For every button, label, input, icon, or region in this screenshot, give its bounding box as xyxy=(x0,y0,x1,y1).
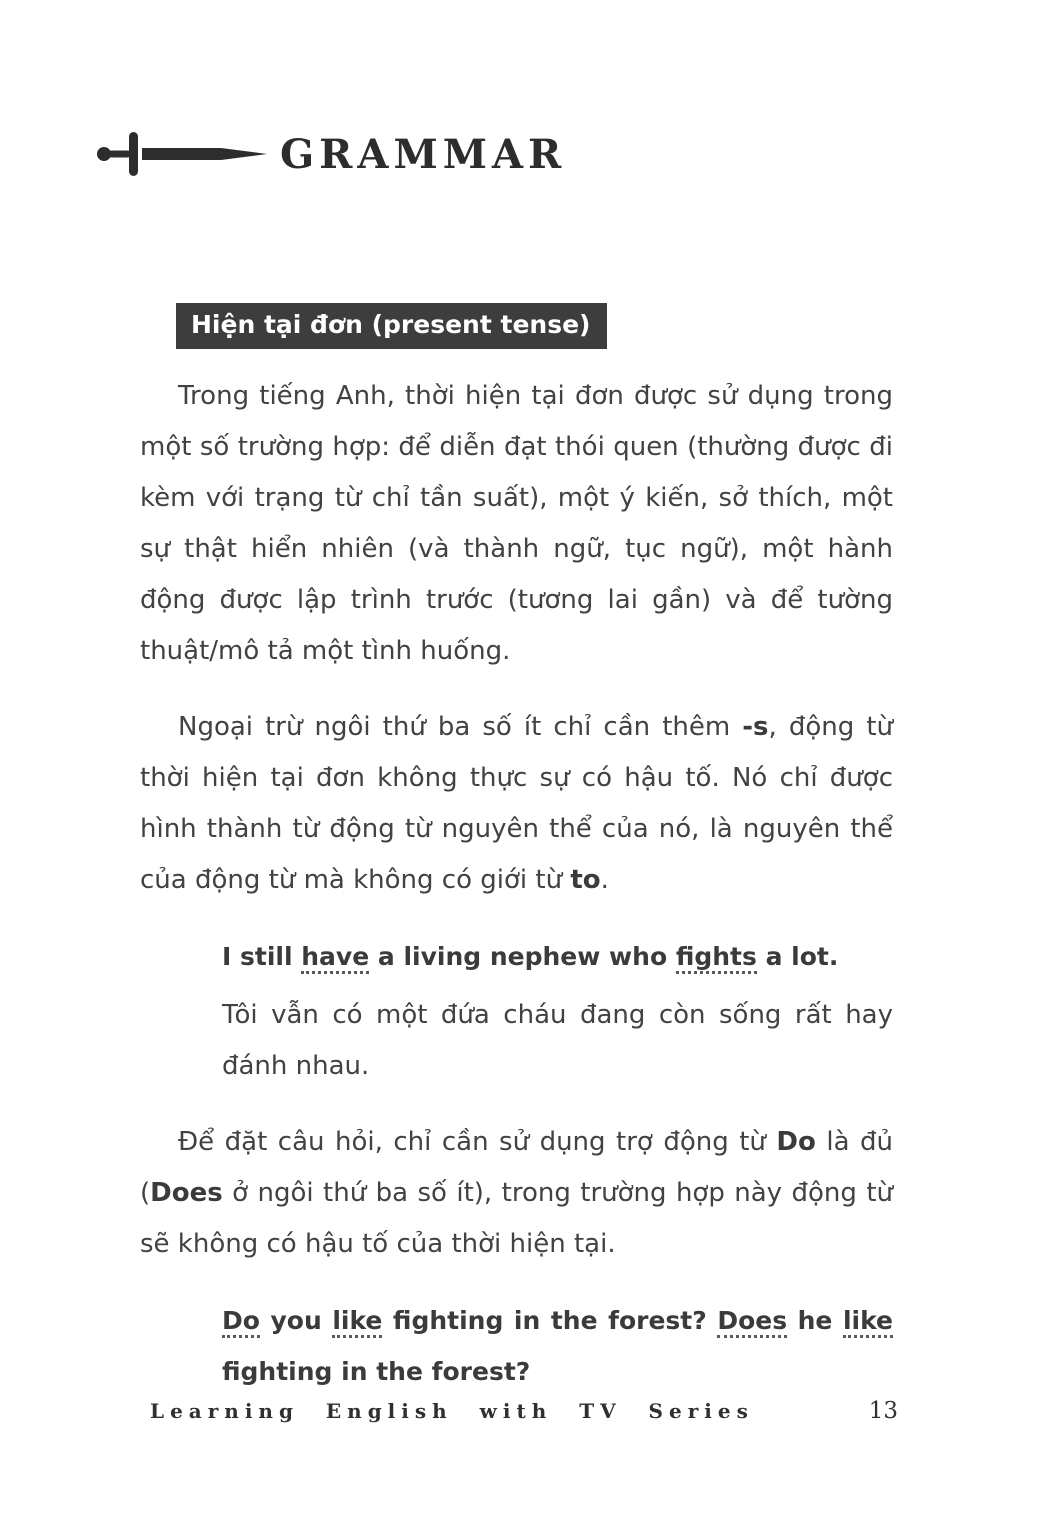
keyword-does: Does xyxy=(150,1178,223,1208)
page-footer xyxy=(150,1398,898,1424)
text-run: , động từ thời hiện tại đơn không thực sự có hậu tố. Nó chỉ được hình thành từ động từ nguyên thể của nó, là nguyên thể của động từ mà không có giới từ xyxy=(140,712,893,895)
text-run: a living nephew who xyxy=(369,942,676,971)
text-run: fighting in the forest? xyxy=(222,1357,531,1386)
example-block-2 xyxy=(222,1295,893,1397)
example-translation-1: Tôi vẫn có một đứa cháu đang còn sống rất hay đánh nhau. xyxy=(222,1000,893,1081)
chapter-header xyxy=(95,126,566,182)
example-block-1 xyxy=(222,931,893,1092)
text-run: I still xyxy=(222,942,302,971)
keyword-s-suffix: -s xyxy=(742,712,769,742)
paragraph-3 xyxy=(140,1117,893,1270)
section-heading-label: Hiện tại đơn (present tense) xyxy=(191,310,591,339)
section-heading-badge xyxy=(176,303,607,349)
text-run: Để đặt câu hỏi, chỉ cần sử dụng trợ động từ xyxy=(178,1127,777,1157)
text-run: là đủ ( xyxy=(140,1127,893,1208)
text-run: you xyxy=(259,1306,333,1335)
underlined-word-does: Does xyxy=(717,1306,787,1338)
example-sentence-1 xyxy=(222,931,893,982)
example-sentence-2 xyxy=(222,1295,893,1397)
underlined-word-fights: fights xyxy=(676,942,757,974)
text-run: fighting in the forest? xyxy=(382,1306,718,1335)
keyword-do: Do xyxy=(776,1127,816,1157)
text-run: Ngoại trừ ngôi thứ ba số ít chỉ cần thêm xyxy=(178,712,743,742)
text-run: a lot. xyxy=(756,942,839,971)
paragraph-1: Trong tiếng Anh, thời hiện tại đơn được sử dụng trong một số trường hợp: để diễn đạt thói quen (thường được đi kèm với trạng từ chỉ tần suất), một ý kiến, sở thích, một sự thật hiển nhiên (và thành ngữ, tục ngữ), một hành động được lập trình trước (tương lai gần) và để tường thuật/mô tả một tình huống. xyxy=(140,381,893,666)
page-content xyxy=(140,303,893,1422)
chapter-title: GRAMMAR xyxy=(280,130,567,178)
underlined-word-like: like xyxy=(332,1306,382,1338)
text-run: he xyxy=(787,1306,843,1335)
text-run: ở ngôi thứ ba số ít), trong trường hợp này động từ sẽ không có hậu tố của thời hiện tại. xyxy=(140,1178,893,1259)
underlined-word-do: Do xyxy=(222,1306,260,1338)
text-run: . xyxy=(600,865,609,895)
page-number: 13 xyxy=(868,1398,898,1424)
footer-series-title: Learning English with TV Series xyxy=(150,1399,754,1423)
sword-icon xyxy=(95,126,270,182)
paragraph-2 xyxy=(140,702,893,906)
keyword-to: to xyxy=(570,865,601,895)
underlined-word-like-2: like xyxy=(843,1306,893,1338)
underlined-word-have: have xyxy=(301,942,369,974)
